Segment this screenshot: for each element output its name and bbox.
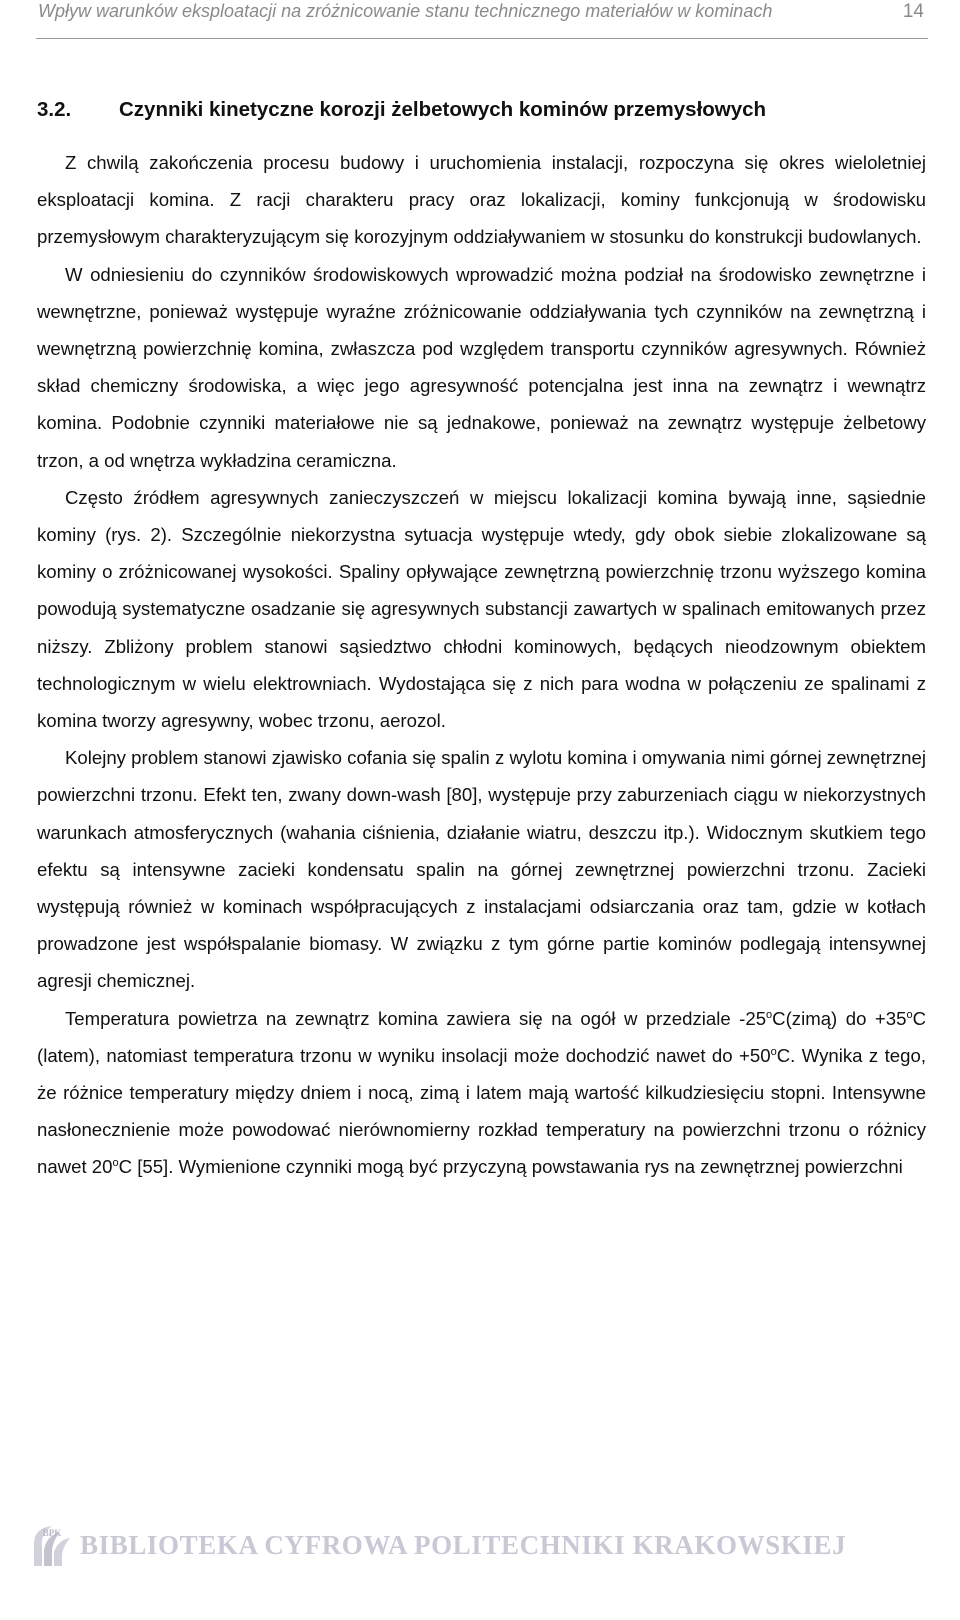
paragraph-1: Z chwilą zakończenia procesu budowy i uruchomienia instalacji, rozpoczyna się okres wieloletniej eksploatacji komina. Z racji charakteru pracy oraz lokalizacji, kominy funkcjonują w środowisku przemysłowym charakteryzującym się korozyjnym oddziaływaniem w stosunku do konstrukcji budowlanych. [37, 152, 926, 248]
temperature-text-4: C. Wynika z tego, że różnice temperatury między dniem i nocą, zimą i latem mają wartość kilkudziesięciu stopni. Intensywne nasłonecznienie może powodować nierównomierny rozkład temperatury na powierzchni trzonu o różnicy nawet 20 [37, 1044, 926, 1178]
svg-text:BPK: BPK [42, 1528, 62, 1538]
temperature-text-3: C (latem), natomiast temperatura trzonu w wyniku insolacji może dochodzić nawet do +50 [37, 1007, 926, 1066]
paragraph-temperature [37, 1000, 926, 1186]
library-footer [30, 1522, 930, 1572]
degree-mark: o [112, 1157, 119, 1170]
running-header-title: Wpływ warunków eksploatacji na zróżnicowanie stanu technicznego materiałów w kominach [38, 1, 773, 21]
main-content [37, 98, 926, 1186]
section-title: Czynniki kinetyczne korozji żelbetowych kominów przemysłowych [119, 98, 767, 121]
section-number: 3.2. [37, 98, 72, 121]
paragraph-3: Często źródłem agresywnych zanieczyszczeń w miejscu lokalizacji komina bywają inne, sąsiednie kominy (rys. 2). Szczególnie niekorzystna sytuacja występuje wtedy, gdy obok siebie zlokalizowane są kominy o zróżnicowanej wysokości. Spaliny opływające zewnętrzną powierzchnię trzonu wyższego komina powodują systematyczne osadzanie się agresywnych substancji zawartych w spalinach emitowanych przez niższy. Zbliżony problem stanowi sąsiedztwo chłodni kominowych, będących nieodzownym obiektem technologicznym w wielu elektrowniach. Wydostająca się z nich para wodna w połączeniu ze spalinami z komina tworzy agresywny, wobec trzonu, aerozol. [37, 486, 926, 732]
page-number: 14 [902, 1, 924, 22]
paragraph-4: Kolejny problem stanowi zjawisko cofania się spalin z wylotu komina i omywania nimi górnej zewnętrznej powierzchni trzonu. Efekt ten, zwany down-wash [80], występuje przy zaburzeniach ciągu w niekorzystnych warunkach atmosferycznych (wahania ciśnienia, działanie wiatru, deszczu itp.). Widocznym skutkiem tego efektu są intensywne zacieki kondensatu spalin na górnej zewnętrznej powierzchni trzonu. Zacieki występują również w kominach współpracujących z instalacjami odsiarczania oraz tam, gdzie w kotłach prowadzone jest współspalanie biomasy. W związku z tym górne partie kominów podlegają intensywnej agresji chemicznej. [37, 747, 926, 992]
section-heading [37, 98, 926, 122]
temperature-text-1: Temperatura powietrza na zewnątrz komina zawiera się na ogół w przedziale -25 [65, 1007, 767, 1029]
degree-mark: o [770, 1045, 777, 1058]
library-name: BIBLIOTEKA CYFROWA POLITECHNIKI KRAKOWSKIEJ [80, 1530, 847, 1560]
temperature-text-5: C [55]. Wymienione czynniki mogą być przyczyną powstawania rys na zewnętrznej powierzchni [118, 1156, 903, 1178]
running-header [36, 0, 928, 39]
degree-mark: o [766, 1008, 773, 1021]
temperature-text-2: C(zimą) do +35 [772, 1007, 907, 1029]
degree-mark: o [906, 1008, 913, 1021]
bpk-logo-icon [30, 1522, 74, 1570]
paragraph-2: W odniesieniu do czynników środowiskowych wprowadzić można podział na środowisko zewnętrzne i wewnętrzne, ponieważ występuje wyraźne zróżnicowanie oddziaływania tych czynników na zewnętrzną i wewnętrzną powierzchnię komina, zwłaszcza pod względem transportu czynników agresywnych. Również skład chemiczny środowiska, a więc jego agresywność potencjalna jest inna na zewnątrz i wewnątrz komina. Podobnie czynniki materiałowe nie są jednakowe, ponieważ na zewnątrz występuje żelbetowy trzon, a od wnętrza wykładzina ceramiczna. [37, 263, 926, 471]
